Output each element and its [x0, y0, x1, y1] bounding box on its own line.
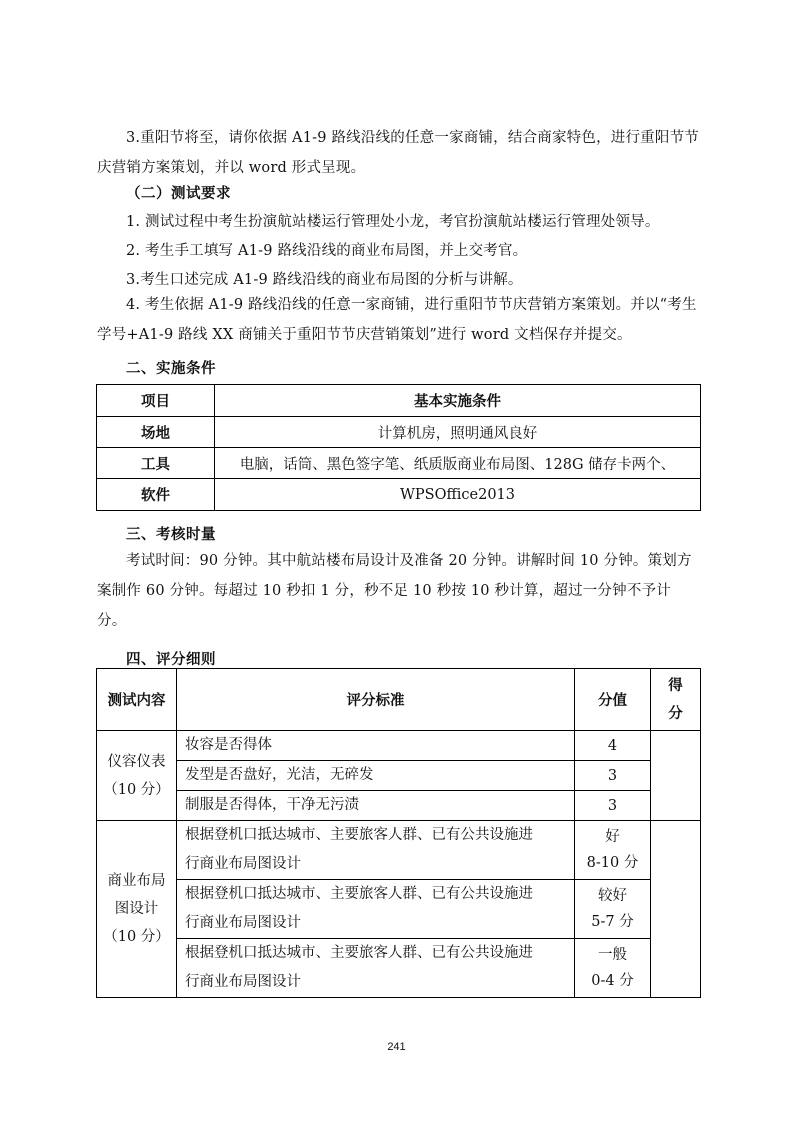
criteria-line: 行商业布局图设计 — [185, 915, 301, 931]
grade-range: 0-4 分 — [591, 973, 634, 989]
scoring-criteria — [177, 939, 575, 998]
conditions-value: 计算机房，照明通风良好 — [215, 417, 701, 448]
scoring-row — [97, 880, 701, 939]
scoring-header-content: 测试内容 — [97, 669, 177, 731]
group-name-line: （10 分） — [103, 929, 170, 945]
scoring-group-appearance — [97, 731, 177, 821]
scoring-value — [575, 939, 651, 998]
conditions-row — [97, 479, 701, 511]
scoring-table — [96, 668, 701, 998]
scoring-row — [97, 731, 701, 761]
group-name-line: 商业布局 — [107, 873, 166, 889]
criteria-line: 根据登机口抵达城市、主要旅客人群、已有公共设施进 — [185, 945, 533, 961]
page-number: 241 — [387, 1041, 406, 1053]
grade-label: 较好 — [598, 888, 627, 904]
test-requirements-heading: （二）测试要求 — [126, 186, 231, 202]
scoring-criteria — [177, 821, 575, 880]
scoring-value: 3 — [575, 761, 651, 791]
scoring-criteria: 妆容是否得体 — [177, 731, 575, 761]
conditions-value: 电脑，话筒、黑色签字笔、纸质版商业布局图、128G 储存卡两个、 — [215, 448, 701, 479]
scoring-header-score-line2: 分 — [668, 705, 683, 722]
requirement-item-4: 4. 考生依据 A1-9 路线沿线的任意一家商铺，进行重阳节节庆营销方案策划。并以“考生学号+A1-9 路线 XX 商铺关于重阳节节庆营销策划”进行 word 文档保存并提交。 — [97, 297, 697, 343]
group-name-line: （10 分） — [103, 781, 170, 798]
criteria-line: 根据登机口抵达城市、主要旅客人群、已有公共设施进 — [185, 886, 533, 902]
scoring-row — [97, 939, 701, 998]
scoring-value — [575, 880, 651, 939]
scoring-header-score-line1: 得 — [668, 677, 683, 694]
scoring-score-cell[interactable] — [651, 731, 701, 821]
conditions-row — [97, 448, 701, 479]
time-paragraph: 考试时间：90 分钟。其中航站楼布局设计及准备 20 分钟。讲解时间 10 分钟。策划方案制作 60 分钟。每超过 10 秒扣 1 分，秒不足 10 秒按 10 秒计算，超过一分钟不予计分。 — [97, 553, 692, 629]
scoring-header-criteria: 评分标准 — [177, 669, 575, 731]
conditions-header-value: 基本实施条件 — [215, 385, 701, 417]
scoring-value: 3 — [575, 791, 651, 821]
scoring-header-value: 分值 — [575, 669, 651, 731]
requirement-item-1: 1. 测试过程中考生扮演航站楼运行管理处小龙，考官扮演航站楼运行管理处领导。 — [126, 214, 660, 230]
conditions-value: WPSOffice2013 — [215, 479, 701, 511]
conditions-item: 软件 — [97, 479, 215, 511]
group-name-line: 图设计 — [114, 901, 159, 917]
scoring-heading: 四、评分细则 — [126, 652, 216, 668]
scoring-criteria: 发型是否盘好，光洁，无碎发 — [177, 761, 575, 791]
scoring-header-score — [651, 669, 701, 731]
grade-label: 好 — [605, 829, 620, 845]
criteria-line: 行商业布局图设计 — [185, 856, 301, 872]
scoring-value — [575, 821, 651, 880]
conditions-item: 场地 — [97, 417, 215, 448]
conditions-item: 工具 — [97, 448, 215, 479]
scoring-row — [97, 791, 701, 821]
conditions-header-item: 项目 — [97, 385, 215, 417]
conditions-header-row — [97, 385, 701, 417]
conditions-heading: 二、实施条件 — [126, 361, 216, 377]
scoring-criteria: 制服是否得体，干净无污渍 — [177, 791, 575, 821]
grade-range: 8-10 分 — [586, 855, 639, 871]
conditions-row — [97, 417, 701, 448]
scoring-row — [97, 761, 701, 791]
criteria-line: 行商业布局图设计 — [185, 974, 301, 990]
requirement-item-2: 2. 考生手工填写 A1-9 路线沿线的商业布局图，并上交考官。 — [126, 243, 528, 259]
scoring-header-row — [97, 669, 701, 731]
requirement-item-3: 3.考生口述完成 A1-9 路线沿线的商业布局图的分析与讲解。 — [126, 272, 523, 288]
scoring-criteria — [177, 880, 575, 939]
grade-label: 一般 — [598, 947, 627, 963]
scoring-row — [97, 821, 701, 880]
scoring-group-layout — [97, 821, 177, 998]
group-name-line: 仪容仪表 — [107, 753, 166, 770]
task3-paragraph: 3.重阳节将至，请你依据 A1-9 路线沿线的任意一家商铺，结合商家特色，进行重阳节节庆营销方案策划，并以 word 形式呈现。 — [97, 130, 699, 176]
scoring-score-cell[interactable] — [651, 821, 701, 998]
scoring-value: 4 — [575, 731, 651, 761]
time-heading: 三、考核时量 — [126, 527, 216, 543]
grade-range: 5-7 分 — [591, 914, 634, 930]
criteria-line: 根据登机口抵达城市、主要旅客人群、已有公共设施进 — [185, 827, 533, 843]
conditions-table — [96, 384, 701, 511]
